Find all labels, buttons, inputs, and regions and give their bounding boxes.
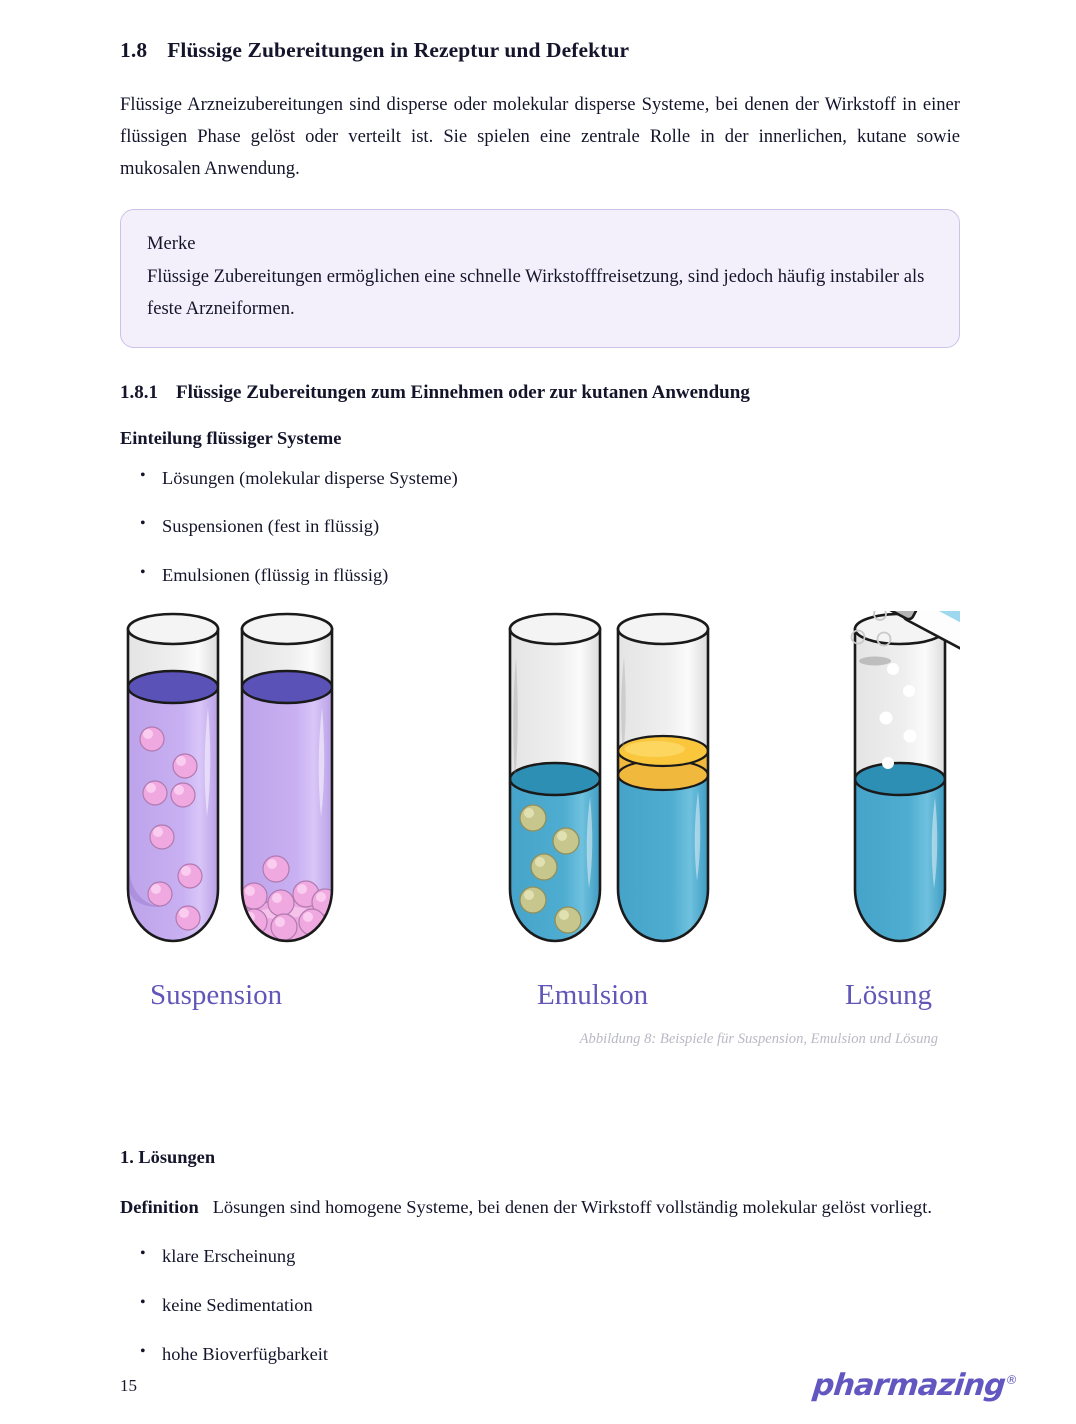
systems-bullet-list bbox=[120, 465, 960, 589]
list-item: • hohe Bioverfügbarkeit bbox=[134, 1341, 960, 1368]
definition-paragraph bbox=[120, 1192, 960, 1224]
figure-label-emulsion: Emulsion bbox=[537, 978, 649, 1011]
list-heading: Einteilung flüssiger Systeme bbox=[120, 427, 342, 448]
figure-labels bbox=[120, 979, 960, 1019]
page-footer bbox=[120, 1368, 1016, 1412]
merke-callout-box bbox=[120, 209, 960, 348]
tube-suspension-sedimented bbox=[241, 614, 338, 951]
page-number: 15 bbox=[120, 1376, 137, 1395]
list-item: • Lösungen (molekular disperse Systeme) bbox=[134, 465, 960, 492]
figure-label-loesung: Lösung bbox=[845, 978, 932, 1011]
definition-text: Lösungen sind homogene Systeme, bei denen der Wirkstoff vollständig molekular gelöst vorliegt. bbox=[212, 1196, 932, 1217]
subsection-number: 1.8.1 bbox=[120, 381, 158, 403]
registered-trademark-icon: ® bbox=[1004, 1373, 1018, 1387]
solutions-bullet-list bbox=[120, 1243, 960, 1367]
page-content bbox=[120, 38, 960, 1389]
oil-layer bbox=[618, 736, 708, 790]
list-item: • Suspensionen (fest in flüssig) bbox=[134, 513, 960, 540]
section-number: 1.8 bbox=[120, 38, 148, 62]
figure-label-suspension: Suspension bbox=[150, 978, 283, 1011]
list-item: • klare Erscheinung bbox=[134, 1243, 960, 1270]
tube-emulsion-dispersed bbox=[510, 614, 600, 959]
list-item: • keine Sedimentation bbox=[134, 1292, 960, 1319]
pharmazing-logo bbox=[811, 1368, 1018, 1403]
figure-test-tubes bbox=[120, 611, 960, 1071]
section-title-text: Flüssige Zubereitungen in Rezeptur und Defektur bbox=[167, 38, 630, 62]
figure-caption: Abbildung 8: Beispiele für Suspension, Emulsion und Lösung bbox=[579, 1030, 938, 1047]
solutions-heading: 1. Lösungen bbox=[120, 1146, 216, 1167]
subsection-title-text: Flüssige Zubereitungen zum Einnehmen oder zur kutanen Anwendung bbox=[176, 381, 750, 403]
test-tube-illustration bbox=[120, 611, 960, 981]
section-heading bbox=[120, 38, 960, 63]
subsection-heading bbox=[120, 382, 960, 404]
definition-label: Definition bbox=[120, 1196, 199, 1217]
tube-suspension-dispersed bbox=[128, 614, 218, 947]
merke-text: Flüssige Zubereitungen ermöglichen eine schnelle Wirkstofffreisetzung, sind jedoch häufig instabiler als feste Arzneiformen. bbox=[147, 265, 925, 319]
list-item: • Emulsionen (flüssig in flüssig) bbox=[134, 562, 960, 589]
tube-emulsion-separated bbox=[618, 614, 708, 963]
logo-wordmark: pharmazing bbox=[811, 1368, 1007, 1403]
tube-solution bbox=[855, 614, 945, 959]
section-intro-paragraph: Flüssige Arzneizubereitungen sind disperse oder molekular disperse Systeme, bei denen der Wirkstoff in einer flüssigen Phase gelöst oder verteilt ist. Sie spielen eine zentrale Rolle in der innerlichen, kutane sowie mukosalen Anwendung. bbox=[120, 94, 960, 179]
merke-title: Merke bbox=[147, 232, 196, 254]
